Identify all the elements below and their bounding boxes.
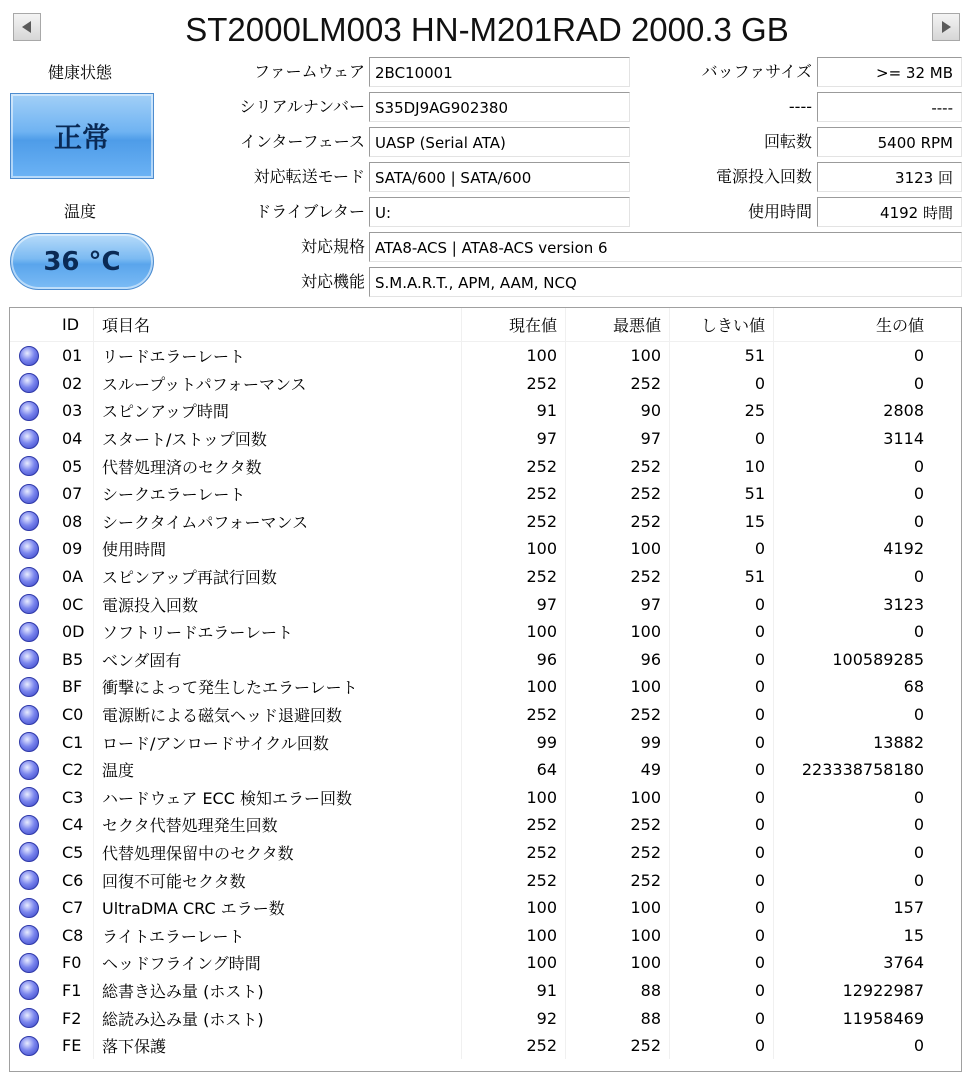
attribute-id: 0A	[48, 563, 94, 591]
attribute-raw-value: 11958469	[842, 1008, 924, 1028]
attribute-threshold: 0	[670, 839, 774, 867]
status-dot-icon	[19, 677, 39, 697]
attribute-worst: 252	[566, 811, 670, 839]
attribute-worst: 96	[566, 646, 670, 674]
attribute-threshold: 0	[670, 977, 774, 1005]
attribute-name: ヘッドフライング時間	[94, 949, 462, 977]
status-cell	[10, 866, 48, 894]
status-dot-icon	[19, 346, 39, 366]
attribute-threshold: 51	[670, 563, 774, 591]
attribute-current: 252	[462, 811, 566, 839]
attribute-threshold: 0	[670, 535, 774, 563]
attribute-worst: 252	[566, 866, 670, 894]
table-row[interactable]	[10, 949, 961, 977]
status-dot-icon	[19, 953, 39, 973]
attribute-id: C8	[48, 921, 94, 949]
attribute-id: 0C	[48, 590, 94, 618]
status-cell	[10, 839, 48, 867]
attribute-worst: 252	[566, 370, 670, 398]
attribute-id: C2	[48, 756, 94, 784]
attribute-worst: 252	[566, 1032, 670, 1060]
header-id[interactable]: ID	[48, 308, 94, 341]
table-row[interactable]	[10, 756, 961, 784]
attribute-raw-value: 100589285	[832, 649, 924, 669]
attribute-threshold: 10	[670, 452, 774, 480]
health-status-button[interactable]: 正常	[10, 93, 154, 179]
attribute-worst: 90	[566, 397, 670, 425]
transfer-mode-value: SATA/600 | SATA/600	[369, 162, 630, 192]
attribute-threshold: 0	[670, 894, 774, 922]
attribute-raw-value: 0	[913, 456, 924, 476]
attribute-threshold: 0	[670, 1004, 774, 1032]
serial-value: S35DJ9AG902380	[369, 92, 630, 122]
rotation-rate-label: 回転数	[763, 132, 812, 151]
status-cell	[10, 921, 48, 949]
header-current[interactable]: 現在値	[462, 308, 566, 341]
status-dot-icon	[19, 622, 39, 642]
attribute-current: 100	[462, 894, 566, 922]
attribute-threshold: 0	[670, 811, 774, 839]
attribute-worst: 100	[566, 894, 670, 922]
next-disk-button[interactable]	[932, 13, 960, 41]
table-row[interactable]	[10, 1032, 961, 1060]
attribute-name: 電源投入回数	[94, 590, 462, 618]
attribute-worst: 97	[566, 590, 670, 618]
attribute-current: 252	[462, 866, 566, 894]
attribute-id: C3	[48, 784, 94, 812]
features-value: S.M.A.R.T., APM, AAM, NCQ	[369, 267, 962, 297]
attribute-current: 91	[462, 977, 566, 1005]
attribute-raw-value: 0	[913, 842, 924, 862]
attribute-raw-value: 0	[913, 511, 924, 531]
status-cell	[10, 673, 48, 701]
status-cell	[10, 949, 48, 977]
status-dot-icon	[19, 980, 39, 1000]
attribute-raw-value: 3123	[883, 594, 924, 614]
attribute-id: C6	[48, 866, 94, 894]
attribute-worst: 100	[566, 673, 670, 701]
attribute-id: 08	[48, 508, 94, 536]
transfer-mode-label: 対応転送モード	[253, 167, 365, 186]
serial-label: シリアルナンバー	[239, 97, 365, 116]
attribute-name: シークエラーレート	[94, 480, 462, 508]
interface-label: インターフェース	[240, 132, 365, 151]
attribute-name: スタート/ストップ回数	[94, 425, 462, 453]
attribute-name: セクタ代替処理発生回数	[94, 811, 462, 839]
status-cell	[10, 1004, 48, 1032]
attribute-name: 代替処理保留中のセクタ数	[94, 839, 462, 867]
status-cell	[10, 728, 48, 756]
temperature-label: 温度	[63, 202, 96, 221]
attribute-worst: 100	[566, 535, 670, 563]
attribute-name: 使用時間	[94, 535, 462, 563]
attribute-current: 100	[462, 921, 566, 949]
attribute-current: 252	[462, 701, 566, 729]
status-dot-icon	[19, 705, 39, 725]
status-cell	[10, 508, 48, 536]
table-row[interactable]	[10, 673, 961, 701]
attribute-name: シークタイムパフォーマンス	[94, 508, 462, 536]
attribute-name: リードエラーレート	[94, 342, 462, 370]
power-on-hours-label: 使用時間	[747, 202, 812, 221]
status-dot-icon	[19, 787, 39, 807]
attribute-id: F1	[48, 977, 94, 1005]
table-row[interactable]	[10, 618, 961, 646]
status-dot-icon	[19, 401, 39, 421]
disk-title: ST2000LM003 HN-M201RAD 2000.3 GB	[185, 11, 789, 48]
attribute-threshold: 51	[670, 342, 774, 370]
attribute-current: 100	[462, 949, 566, 977]
attribute-worst: 49	[566, 756, 670, 784]
attribute-threshold: 0	[670, 590, 774, 618]
status-cell	[10, 756, 48, 784]
status-cell	[10, 894, 48, 922]
status-dot-icon	[19, 1008, 39, 1028]
status-cell	[10, 811, 48, 839]
attribute-worst: 100	[566, 784, 670, 812]
attribute-threshold: 0	[670, 673, 774, 701]
status-cell	[10, 397, 48, 425]
attribute-raw-value: 0	[913, 484, 924, 504]
attribute-name: ハードウェア ECC 検知エラー回数	[94, 784, 462, 812]
status-dot-icon	[19, 925, 39, 945]
attribute-id: 04	[48, 425, 94, 453]
status-dot-icon	[19, 511, 39, 531]
attribute-raw-value: 15	[903, 925, 924, 945]
table-row[interactable]	[10, 342, 961, 370]
attribute-threshold: 0	[670, 646, 774, 674]
table-row[interactable]	[10, 370, 961, 398]
attribute-current: 100	[462, 784, 566, 812]
interface-value: UASP (Serial ATA)	[369, 127, 630, 157]
attribute-worst: 252	[566, 480, 670, 508]
drive-letter-label: ドライブレター	[255, 202, 365, 221]
smart-attribute-table[interactable]	[9, 307, 962, 1072]
attribute-raw-value: 2808	[883, 401, 924, 421]
temperature-button[interactable]: 36 °C	[10, 233, 154, 290]
drive-letter-value: U:	[369, 197, 630, 227]
table-row[interactable]	[10, 811, 961, 839]
attribute-worst: 252	[566, 563, 670, 591]
attribute-raw-value: 0	[913, 346, 924, 366]
unknown-value: ----	[817, 92, 962, 122]
features-label: 対応機能	[300, 272, 365, 291]
header-status	[10, 308, 48, 341]
table-row[interactable]	[10, 1004, 961, 1032]
attribute-worst: 88	[566, 1004, 670, 1032]
status-cell	[10, 563, 48, 591]
attribute-id: 02	[48, 370, 94, 398]
attribute-name: スループットパフォーマンス	[94, 370, 462, 398]
attribute-name: スピンアップ時間	[94, 397, 462, 425]
attribute-threshold: 0	[670, 949, 774, 977]
status-dot-icon	[19, 594, 39, 614]
header-worst[interactable]: 最悪値	[566, 308, 670, 341]
attribute-raw-value: 0	[913, 622, 924, 642]
attribute-worst: 252	[566, 839, 670, 867]
status-dot-icon	[19, 815, 39, 835]
attribute-worst: 100	[566, 949, 670, 977]
attribute-current: 99	[462, 728, 566, 756]
attribute-id: C0	[48, 701, 94, 729]
status-dot-icon	[19, 1036, 39, 1056]
status-dot-icon	[19, 732, 39, 752]
attribute-threshold: 0	[670, 728, 774, 756]
attribute-id: C7	[48, 894, 94, 922]
attribute-name: 電源断による磁気ヘッド退避回数	[94, 701, 462, 729]
attribute-current: 96	[462, 646, 566, 674]
attribute-raw-value: 157	[893, 898, 924, 918]
table-row[interactable]	[10, 894, 961, 922]
attribute-threshold: 0	[670, 701, 774, 729]
status-cell	[10, 480, 48, 508]
attribute-current: 100	[462, 342, 566, 370]
attribute-id: 03	[48, 397, 94, 425]
attribute-id: FE	[48, 1032, 94, 1060]
status-dot-icon	[19, 567, 39, 587]
attribute-threshold: 0	[670, 425, 774, 453]
attribute-raw-value: 0	[913, 815, 924, 835]
attribute-raw-value: 13882	[873, 732, 924, 752]
attribute-current: 252	[462, 452, 566, 480]
standard-value: ATA8-ACS | ATA8-ACS version 6	[369, 232, 962, 262]
attribute-raw-value: 0	[913, 373, 924, 393]
firmware-label: ファームウェア	[253, 62, 365, 81]
attribute-current: 252	[462, 563, 566, 591]
attribute-name: 落下保護	[94, 1032, 462, 1060]
attribute-current: 97	[462, 425, 566, 453]
attribute-raw-value: 0	[913, 787, 924, 807]
attribute-current: 252	[462, 1032, 566, 1060]
status-cell	[10, 1032, 48, 1060]
table-row[interactable]	[10, 563, 961, 591]
attribute-current: 252	[462, 370, 566, 398]
attribute-id: B5	[48, 646, 94, 674]
status-dot-icon	[19, 539, 39, 559]
attribute-current: 97	[462, 590, 566, 618]
status-cell	[10, 370, 48, 398]
attribute-id: 09	[48, 535, 94, 563]
status-dot-icon	[19, 649, 39, 669]
attribute-name: UltraDMA CRC エラー数	[94, 894, 462, 922]
table-row[interactable]	[10, 646, 961, 674]
power-on-count-value: 3123 回	[817, 162, 962, 192]
buffer-size-label: バッファサイズ	[701, 62, 812, 81]
attribute-id: 01	[48, 342, 94, 370]
status-cell	[10, 590, 48, 618]
status-dot-icon	[19, 429, 39, 449]
attribute-raw-value: 0	[913, 1036, 924, 1056]
attribute-name: 衝撃によって発生したエラーレート	[94, 673, 462, 701]
status-cell	[10, 701, 48, 729]
attribute-raw-value: 0	[913, 567, 924, 587]
health-status-label: 健康状態	[47, 63, 112, 82]
attribute-threshold: 0	[670, 784, 774, 812]
status-dot-icon	[19, 373, 39, 393]
attribute-id: 05	[48, 452, 94, 480]
table-row[interactable]	[10, 866, 961, 894]
unknown-label: ----	[788, 97, 812, 116]
attribute-worst: 252	[566, 701, 670, 729]
attribute-name: ソフトリードエラーレート	[94, 618, 462, 646]
attribute-raw-value: 0	[913, 870, 924, 890]
status-cell	[10, 535, 48, 563]
header-raw-value[interactable]: 生の値	[875, 316, 924, 335]
status-dot-icon	[19, 842, 39, 862]
attribute-threshold: 15	[670, 508, 774, 536]
attribute-name: ロード/アンロードサイクル回数	[94, 728, 462, 756]
attribute-worst: 252	[566, 508, 670, 536]
table-row[interactable]	[10, 452, 961, 480]
status-cell	[10, 452, 48, 480]
table-row[interactable]	[10, 977, 961, 1005]
table-row[interactable]	[10, 728, 961, 756]
attribute-id: BF	[48, 673, 94, 701]
header-attribute-name[interactable]: 項目名	[94, 308, 462, 341]
status-dot-icon	[19, 898, 39, 918]
power-on-hours-value: 4192 時間	[817, 197, 962, 227]
attribute-threshold: 0	[670, 756, 774, 784]
attribute-raw-value: 12922987	[842, 980, 924, 1000]
attribute-name: スピンアップ再試行回数	[94, 563, 462, 591]
status-cell	[10, 646, 48, 674]
status-cell	[10, 425, 48, 453]
attribute-threshold: 0	[670, 370, 774, 398]
attribute-id: F2	[48, 1004, 94, 1032]
status-dot-icon	[19, 870, 39, 890]
attribute-current: 252	[462, 480, 566, 508]
attribute-worst: 100	[566, 921, 670, 949]
attribute-worst: 100	[566, 618, 670, 646]
attribute-current: 100	[462, 618, 566, 646]
attribute-id: F0	[48, 949, 94, 977]
status-cell	[10, 977, 48, 1005]
status-cell	[10, 342, 48, 370]
attribute-name: ライトエラーレート	[94, 921, 462, 949]
attribute-threshold: 0	[670, 618, 774, 646]
standard-label: 対応規格	[300, 237, 365, 256]
attribute-id: C1	[48, 728, 94, 756]
attribute-worst: 252	[566, 452, 670, 480]
attribute-current: 252	[462, 839, 566, 867]
table-row[interactable]	[10, 535, 961, 563]
attribute-threshold: 0	[670, 866, 774, 894]
triangle-left-icon	[20, 20, 34, 34]
attribute-current: 92	[462, 1004, 566, 1032]
attribute-id: C5	[48, 839, 94, 867]
status-cell	[10, 784, 48, 812]
attribute-raw-value: 223338758180	[801, 760, 924, 780]
attribute-current: 100	[462, 673, 566, 701]
table-row[interactable]	[10, 480, 961, 508]
table-row[interactable]	[10, 508, 961, 536]
attribute-name: 温度	[94, 756, 462, 784]
table-row[interactable]	[10, 839, 961, 867]
previous-disk-button[interactable]	[13, 13, 41, 41]
rotation-rate-value: 5400 RPM	[817, 127, 962, 157]
attribute-worst: 88	[566, 977, 670, 1005]
status-cell	[10, 618, 48, 646]
attribute-id: 07	[48, 480, 94, 508]
table-row[interactable]	[10, 590, 961, 618]
table-row[interactable]	[10, 425, 961, 453]
status-dot-icon	[19, 456, 39, 476]
attribute-name: 総書き込み量 (ホスト)	[94, 977, 462, 1005]
status-dot-icon	[19, 484, 39, 504]
attribute-worst: 97	[566, 425, 670, 453]
firmware-value: 2BC10001	[369, 57, 630, 87]
table-row[interactable]	[10, 397, 961, 425]
attribute-threshold: 0	[670, 921, 774, 949]
attribute-worst: 100	[566, 342, 670, 370]
table-body	[10, 342, 961, 1059]
attribute-worst: 99	[566, 728, 670, 756]
attribute-name: 総読み込み量 (ホスト)	[94, 1004, 462, 1032]
attribute-threshold: 0	[670, 1032, 774, 1060]
attribute-current: 91	[462, 397, 566, 425]
attribute-name: 代替処理済のセクタ数	[94, 452, 462, 480]
attribute-raw-value: 3114	[883, 429, 924, 449]
buffer-size-value: >= 32 MB	[817, 57, 962, 87]
attribute-name: 回復不可能セクタ数	[94, 866, 462, 894]
table-row[interactable]	[10, 921, 961, 949]
table-row[interactable]	[10, 701, 961, 729]
attribute-current: 100	[462, 535, 566, 563]
power-on-count-label: 電源投入回数	[715, 167, 812, 186]
attribute-threshold: 51	[670, 480, 774, 508]
attribute-name: ベンダ固有	[94, 646, 462, 674]
attribute-threshold: 25	[670, 397, 774, 425]
attribute-id: 0D	[48, 618, 94, 646]
status-dot-icon	[19, 760, 39, 780]
header-threshold[interactable]: しきい値	[670, 308, 774, 341]
attribute-raw-value: 3764	[883, 953, 924, 973]
triangle-right-icon	[939, 20, 953, 34]
attribute-current: 64	[462, 756, 566, 784]
attribute-current: 252	[462, 508, 566, 536]
attribute-raw-value: 68	[903, 677, 924, 697]
attribute-raw-value: 4192	[883, 539, 924, 559]
attribute-raw-value: 0	[913, 705, 924, 725]
table-row[interactable]	[10, 784, 961, 812]
table-header	[10, 308, 961, 342]
attribute-id: C4	[48, 811, 94, 839]
